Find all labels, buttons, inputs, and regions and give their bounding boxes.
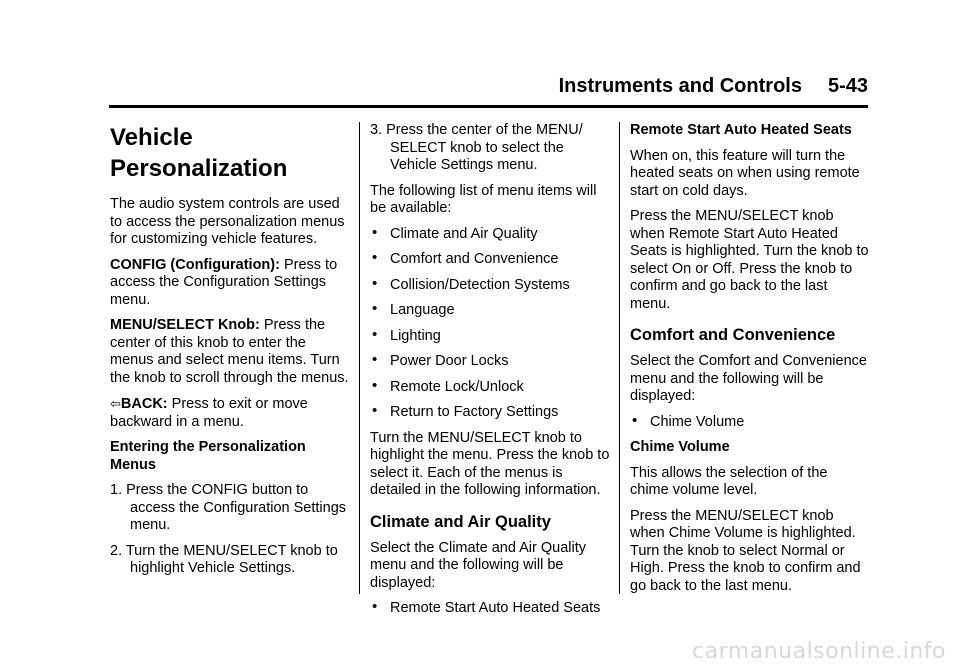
column-divider (359, 122, 360, 594)
list-item: • Comfort and Convenience (370, 251, 610, 269)
step-2: 2. Turn the MENU/SELECT knob to highlight Vehicle Settings. (110, 542, 338, 576)
intro-paragraph: The audio system controls are used to access the personalization menus for customizing vehicle features. (110, 196, 345, 247)
list-item: • Power Door Locks (370, 353, 610, 371)
section-title: Instruments and Controls (558, 75, 802, 97)
list-item: • Return to Factory Settings (370, 404, 610, 422)
config-text: Press to access the Configuration Settings menu. (110, 256, 338, 308)
chime-paragraph-1: This allows the selection of the chime volume level. (630, 464, 828, 498)
climate-heading: Climate and Air Quality (370, 512, 551, 531)
after-list-paragraph: Turn the MENU/SELECT knob to highlight the menu. Press the knob to select it. Each of the menus is detailed in the following information. (370, 429, 610, 498)
menu-paragraph (110, 317, 350, 387)
step-1: 1. Press the CONFIG button to access the Configuration Settings menu. (110, 482, 347, 533)
column-divider (619, 122, 620, 594)
watermark: carmanualsonline.info (692, 639, 946, 664)
list-item: • Remote Lock/Unlock (370, 379, 610, 397)
column-2 (370, 122, 610, 626)
back-paragraph (110, 395, 350, 431)
chime-heading: Chime Volume (630, 439, 730, 455)
page-title: Vehicle Personalization (110, 124, 288, 182)
entering-heading: Entering the Personalization Menus (110, 439, 306, 473)
page-header (109, 72, 868, 108)
list-item: • Language (370, 302, 610, 320)
column-1 (110, 122, 350, 586)
comfort-paragraph: Select the Comfort and Convenience menu and the following will be displayed: (630, 353, 867, 404)
remote-start-paragraph-1: When on, this feature will turn the heated seats on when using remote start on cold days. (630, 147, 860, 199)
step-3: 3. Press the center of the MENU/ SELECT knob to select the Vehicle Settings menu. (370, 122, 583, 173)
list-item: • Chime Volume (630, 414, 870, 432)
list-item: • Remote Start Auto Heated Seats (370, 600, 610, 618)
list-item: • Climate and Air Quality (370, 226, 610, 244)
page-number: 5-43 (827, 75, 868, 97)
climate-paragraph: Select the Climate and Air Quality menu and the following will be displayed: (370, 539, 586, 591)
menu-label: MENU/SELECT Knob: (110, 317, 260, 333)
remote-start-heading: Remote Start Auto Heated Seats (630, 122, 852, 138)
comfort-heading: Comfort and Convenience (630, 326, 836, 344)
back-text: Press to exit or move backward in a menu. (110, 396, 308, 430)
config-paragraph (110, 257, 350, 310)
back-label: BACK: (120, 396, 168, 412)
list-item: • Collision/Detection Systems (370, 277, 610, 295)
header-title (559, 72, 868, 100)
column-3 (630, 122, 870, 603)
menu-text: Press the center of this knob to enter the menus and select menu items. Turn the knob to scroll through the menus. (110, 317, 349, 386)
remote-start-paragraph-2: Press the MENU/SELECT knob when Remote Start Auto Heated Seats is highlighted. Turn the knob to select On or Off. Press the knob to confirm and go back to the last menu. (630, 208, 869, 312)
config-label: CONFIG (Configuration): (110, 256, 280, 273)
chime-paragraph-2: Press the MENU/SELECT knob when Chime Volume is highlighted. Turn the knob to select Normal or High. Press the knob to confirm and go back to the last menu. (630, 507, 861, 594)
list-intro: The following list of menu items will be available: (370, 182, 597, 216)
list-item: • Lighting (370, 328, 610, 346)
back-arrow-icon: ⇦ (110, 396, 121, 411)
